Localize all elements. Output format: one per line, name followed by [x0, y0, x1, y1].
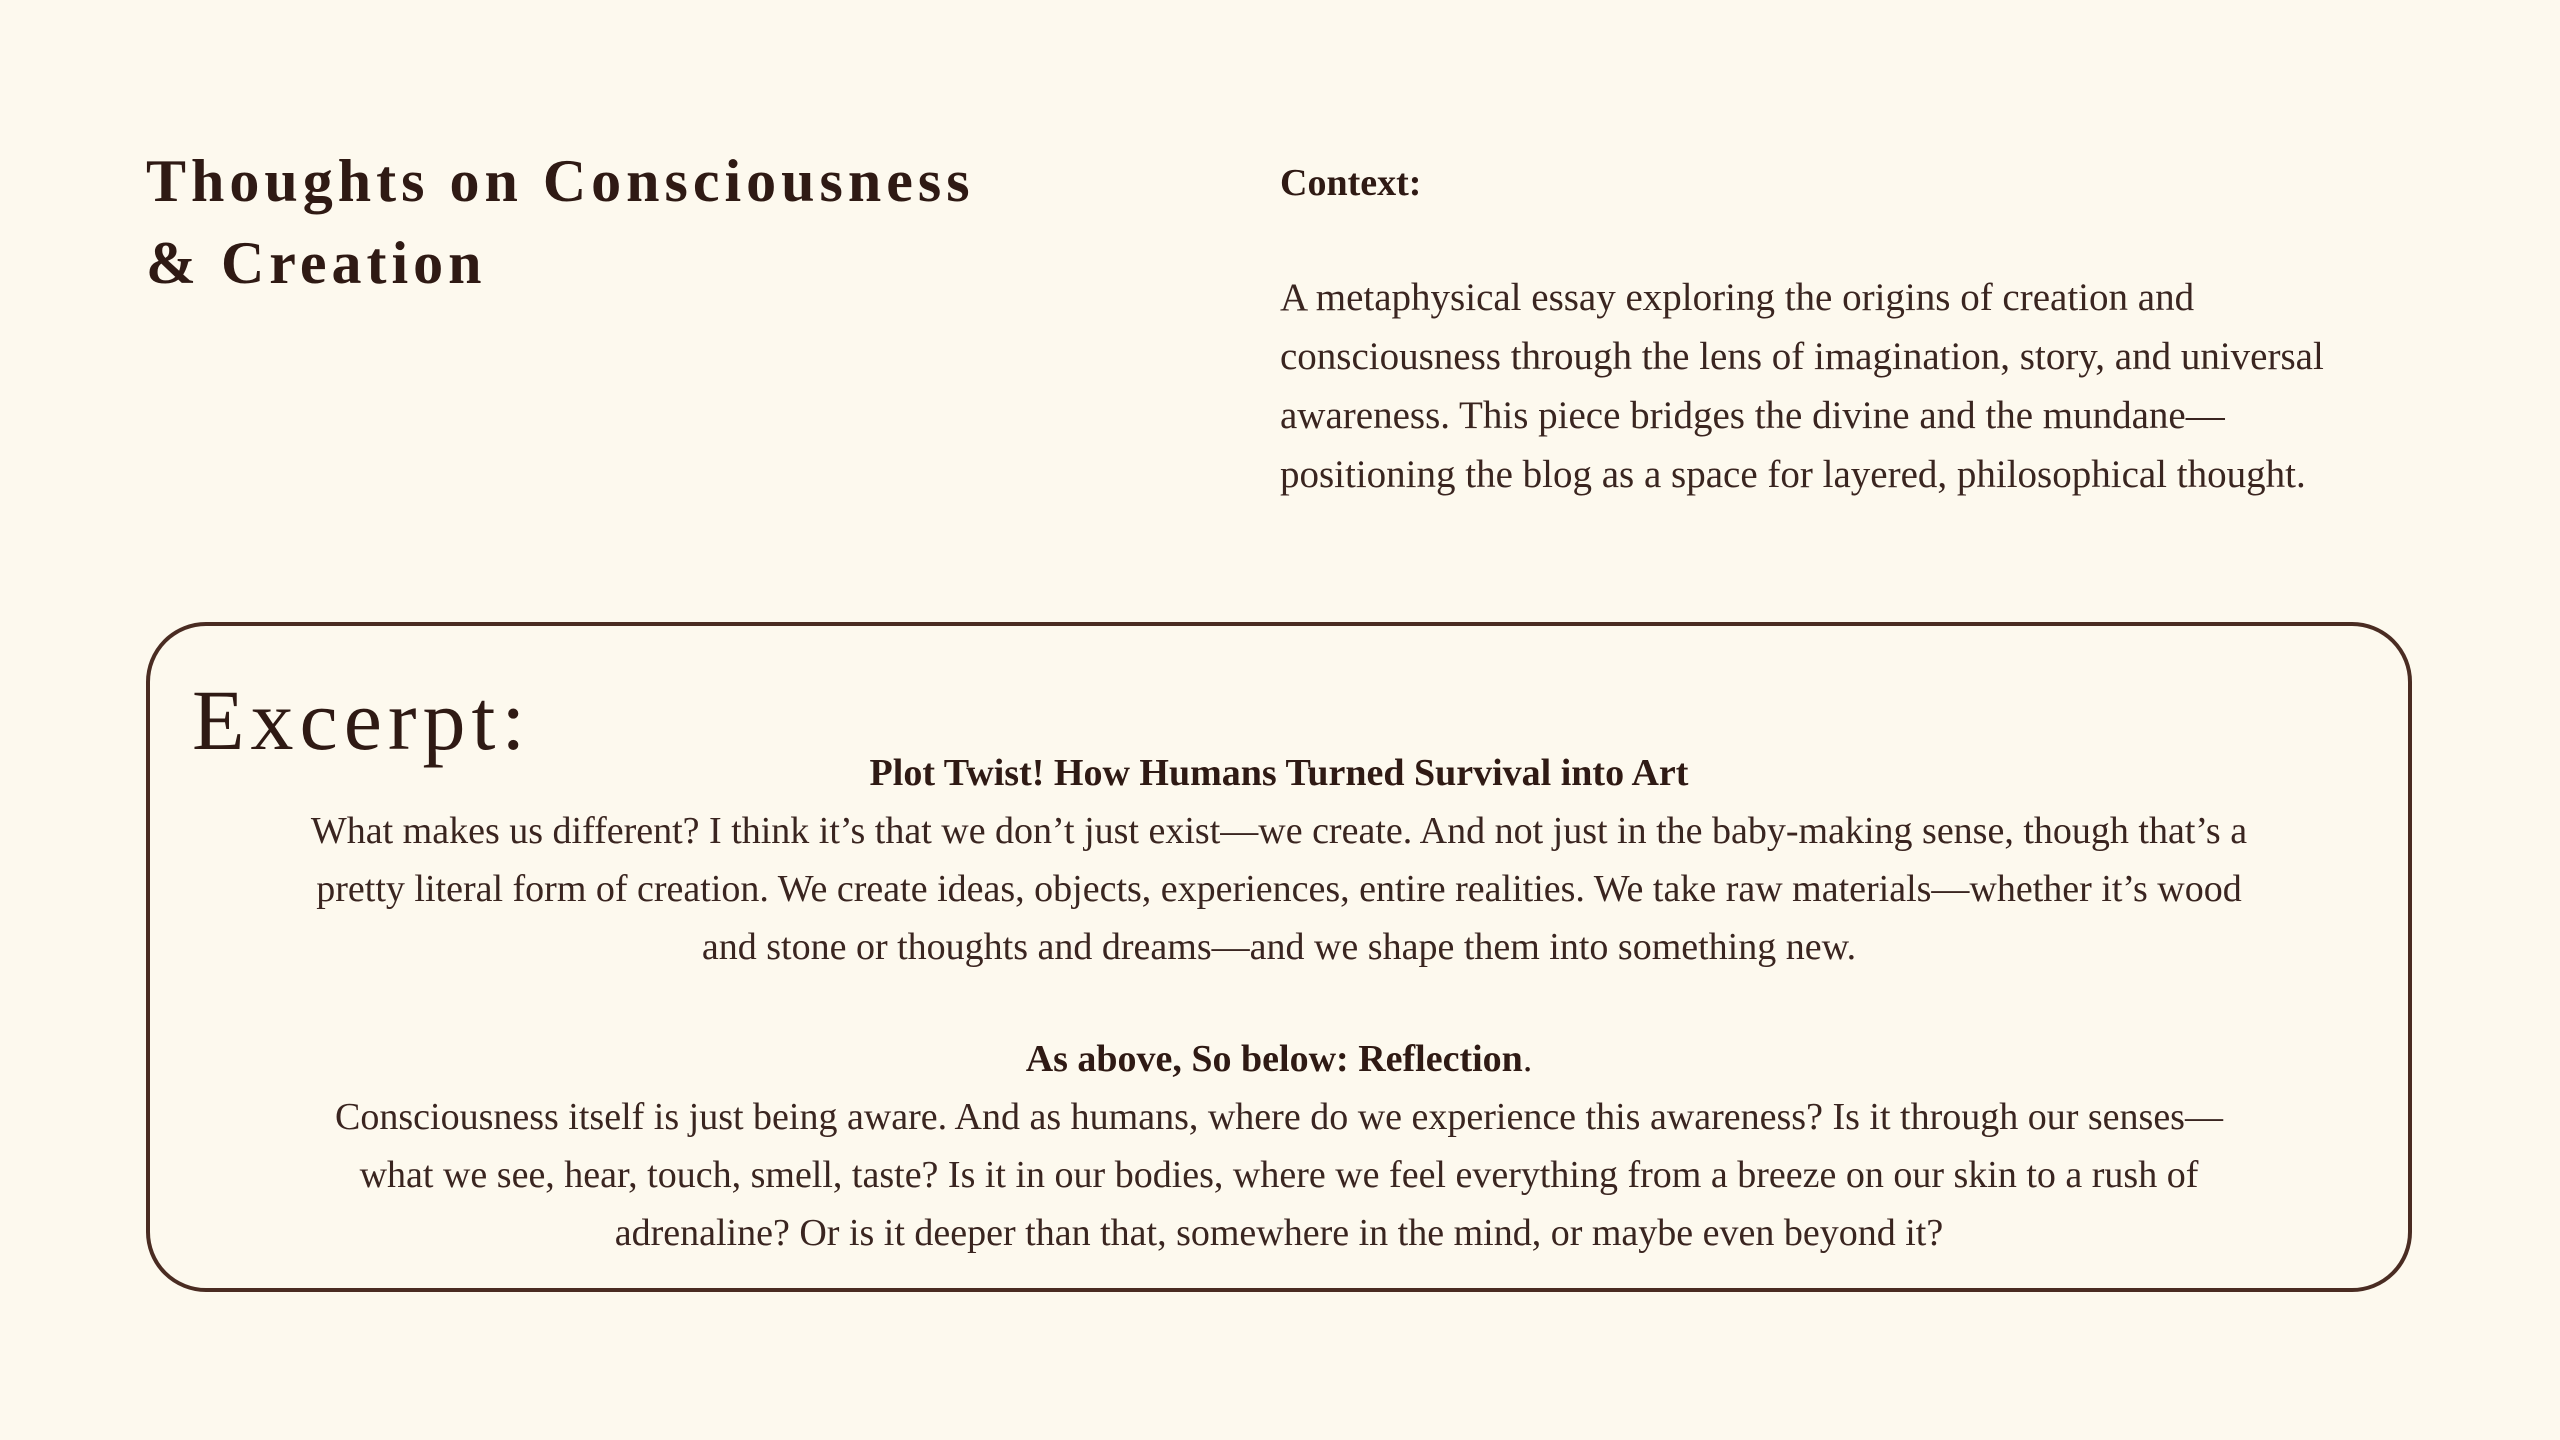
excerpt-section-title	[310, 744, 2248, 802]
excerpt-section-body: Consciousness itself is just being aware. And as humans, where do we experience this awareness? Is it through our senses—what we see, hear, touch, smell, taste? Is it in our bodies, where we feel everything from a breeze on our skin to a rush of adrenaline? Or is it deeper than that, somewhere in the mind, or maybe even beyond it?	[335, 1096, 2223, 1254]
excerpt-section-title	[310, 1030, 2248, 1088]
context-body: A metaphysical essay exploring the origins of creation and consciousness through the lens of imagination, story, and universal awareness. This piece bridges the divine and the mundane—positioning the blog as a space for layered, philosophical thought.	[1280, 276, 2324, 496]
excerpt-content	[310, 744, 2248, 1262]
excerpt-section-title-text: As above, So below: Reflection	[1025, 1038, 1523, 1080]
context-section	[1280, 158, 2400, 504]
page-title	[146, 140, 1046, 304]
excerpt-section-title-suffix: .	[1522, 1038, 1533, 1080]
context-label: Context:	[1280, 162, 1422, 204]
section-spacer	[310, 976, 2248, 1030]
excerpt-section-title-text: Plot Twist! How Humans Turned Survival into Art	[869, 752, 1689, 794]
excerpt-box	[146, 622, 2412, 1292]
page-title-line-1: Thoughts on Consciousness	[146, 148, 975, 214]
page-title-line-2: & Creation	[146, 230, 487, 296]
excerpt-heading: Excerpt:	[192, 672, 532, 768]
excerpt-section-body: What makes us different? I think it’s that we don’t just exist—we create. And not just in the baby-making sense, though that’s a pretty literal form of creation. We create ideas, objects, experiences, entire realities. We take raw materials—whether it’s wood and stone or thoughts and dreams—and we shape them into something new.	[310, 810, 2248, 968]
